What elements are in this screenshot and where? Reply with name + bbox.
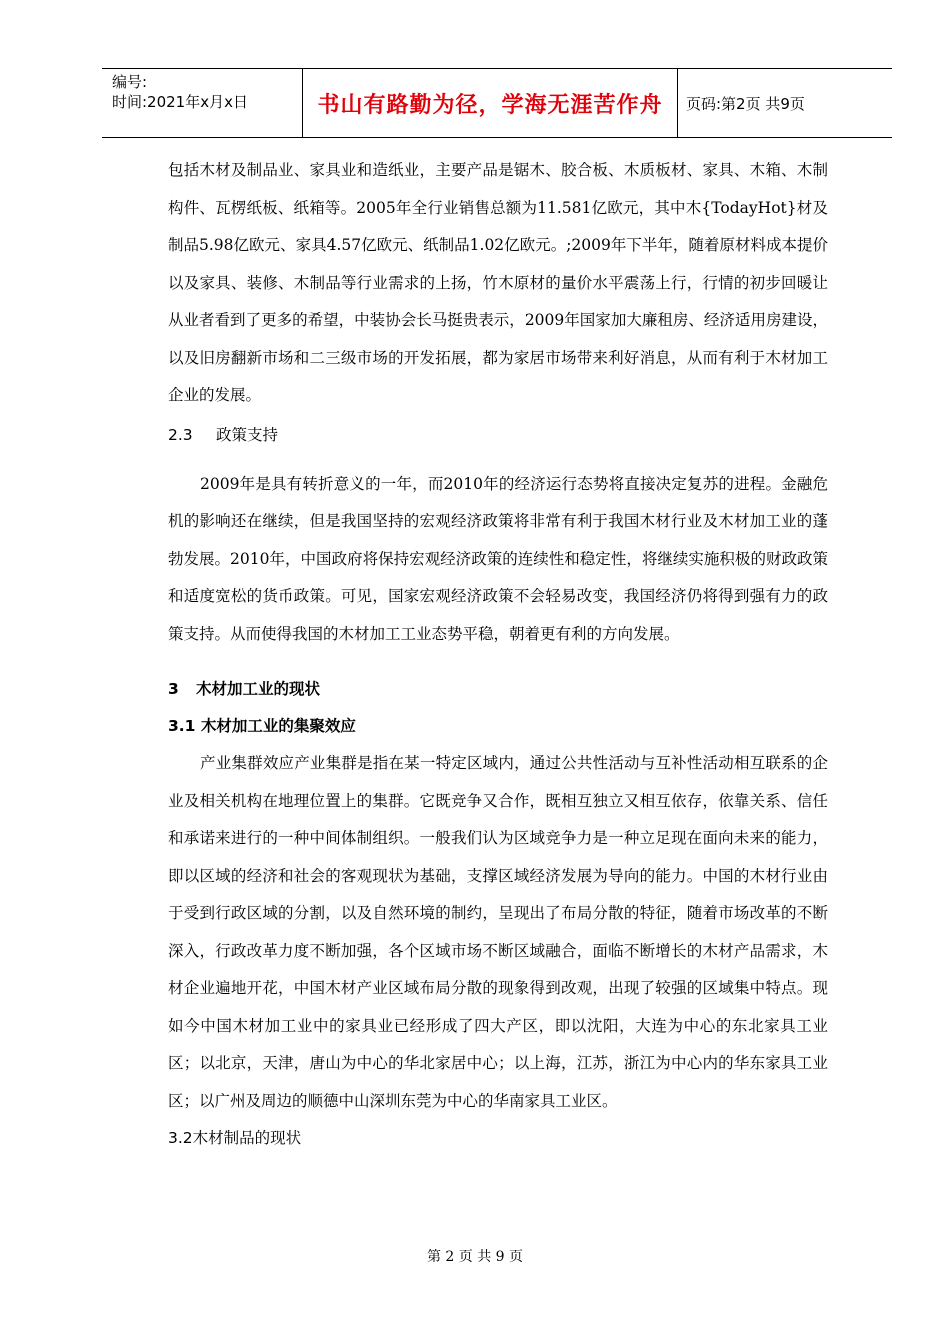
- heading-number: 3: [168, 680, 179, 698]
- paragraph-industry-overview: 包括木材及制品业、家具业和造纸业，主要产品是锯木、胶合板、木质板材、家具、木箱、木制构件、瓦楞纸板、纸箱等。2005年全行业销售总额为11.581亿欧元，其中木{TodayHot}材及制品5.98亿欧元、家具4.57亿欧元、纸制品1.02亿欧元。;2009年下半年，随着原材料成本提价以及家具、装修、木制品等行业需求的上扬，竹木原材的量价水平震荡上行，行情的初步回暖让从业者看到了更多的希望，中装协会长马挺贵表示，2009年国家加大廉租房、经济适用房建设，以及旧房翻新市场和二三级市场的开发拓展，都为家居市场带来利好消息，从而有利于木材加工企业的发展。: [168, 161, 828, 404]
- header-page-code: 页码:第2页 共9页: [686, 94, 805, 113]
- paragraph-policy-support: 2009年是具有转折意义的一年，而2010年的经济运行态势将直接决定复苏的进程。金融危机的影响还在继续，但是我国坚持的宏观经济政策将非常有利于我国木材行业及木材加工业的蓬勃发展。2010年，中国政府将保持宏观经济政策的连续性和稳定性，将继续实施积极的财政政策和适度宽松的货币政策。可见，国家宏观经济政策不会轻易改变，我国经济仍将得到强有力的政策支持。从而使得我国的木材加工工业态势平稳，朝着更有利的方向发展。: [168, 474, 828, 643]
- paragraph-cluster-effect: 产业集群效应产业集群是指在某一特定区域内，通过公共性活动与互补性活动相互联系的企业及相关机构在地理位置上的集群。它既竞争又合作，既相互独立又相互依存，依靠关系、信任和承诺来进行的一种中间体制组织。一般我们认为区域竞争力是一种立足现在面向未来的能力，即以区域的经济和社会的客观现状为基础，支撑区域经济发展为导向的能力。中国的木材行业由于受到行政区域的分割，以及自然环境的制约，呈现出了布局分散的特征，随着市场改革的不断深入，行政改革力度不断加强，各个区域市场不断区域融合，面临不断增长的木材产品需求，木材企业遍地开花，中国木材产业区域布局分散的现象得到改观，出现了较强的区域集中特点。现如今中国木材加工业中的家具业已经形成了四大产区，即以沈阳，大连为中心的东北家具工业区；以北京，天津，唐山为中心的华北家居中心；以上海，江苏，浙江为中心内的华东家具工业区；以广州及周边的顺德中山深圳东莞为中心的华南家具工业区。: [168, 754, 828, 1110]
- heading-title: 政策支持: [216, 425, 279, 444]
- heading-number: 2.3: [168, 425, 193, 444]
- header-left-cell: [102, 69, 302, 137]
- doc-number-label: 编号:: [112, 73, 148, 91]
- page-footer: 第 2 页 共 9 页: [426, 1249, 524, 1265]
- heading-2-3: [168, 417, 828, 454]
- heading-3-1: 3.1 木材加工业的集聚效应: [168, 717, 356, 735]
- heading-3-2: 3.2木材制品的现状: [168, 1129, 302, 1147]
- page-header: [102, 68, 892, 138]
- heading-3: [168, 671, 828, 708]
- header-motto: 书山有路勤为径，学海无涯苦作舟: [302, 69, 678, 137]
- heading-title: 木材加工业的现状: [196, 680, 321, 698]
- document-body: [168, 152, 828, 1157]
- date-label: 时间:2021年x月x日: [112, 93, 248, 111]
